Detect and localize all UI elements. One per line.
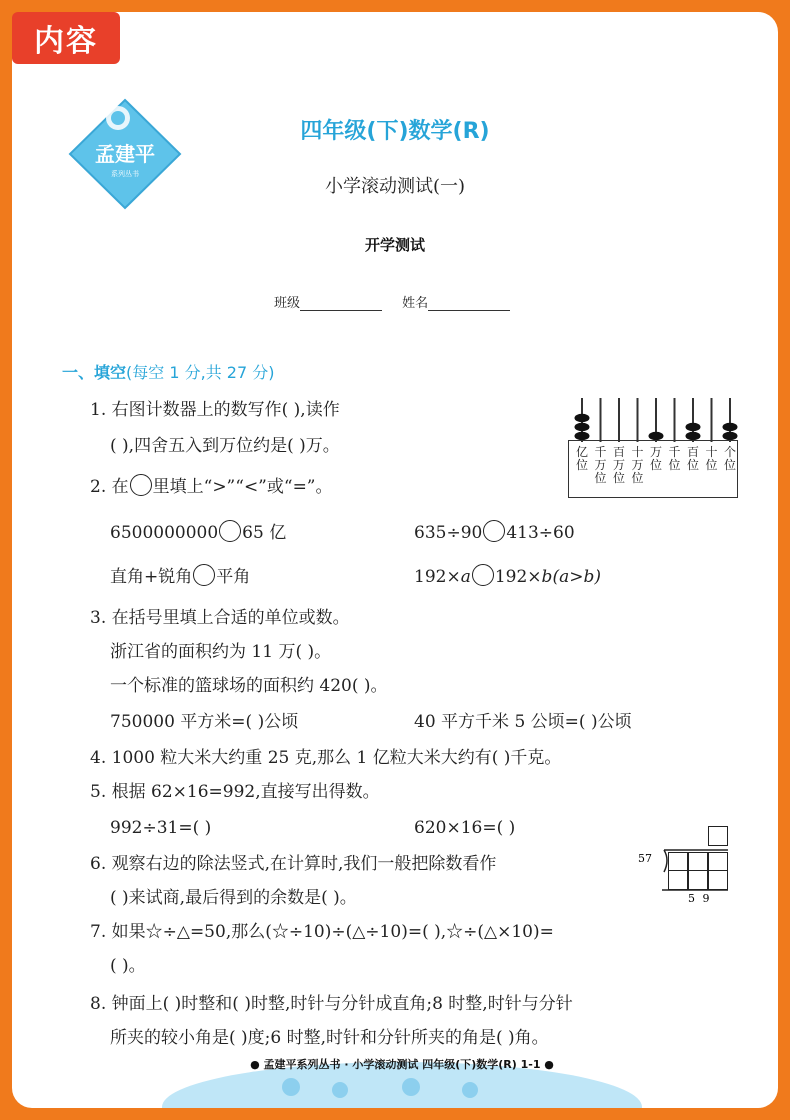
compare-circle[interactable] xyxy=(483,520,505,542)
remainder-digits: 5 9 xyxy=(688,892,712,905)
abacus-bead xyxy=(723,432,738,440)
content-tag: 内容 xyxy=(12,12,120,64)
page xyxy=(12,12,778,1108)
q3-item-b: 一个标准的篮球场的面积约 420( )。 xyxy=(110,676,388,696)
q3-item-d: 40 平方千米 5 公顷=( )公顷 xyxy=(414,712,632,732)
q8-line-2: 所夹的较小角是( )度;6 时整,时针和分针所夹的角是( )角。 xyxy=(110,1028,549,1048)
q2-suffix: 里填上“>”“<”或“=”。 xyxy=(152,477,333,497)
q2-prefix: 2. 在 xyxy=(90,477,129,497)
q5-item-b: 620×16=( ) xyxy=(414,818,516,838)
compare-circle[interactable] xyxy=(219,520,241,542)
footer-text: ● 孟建平系列丛书 · 小学滚动测试 四年级(下)数学(R) 1-1 ● xyxy=(250,1058,554,1071)
abacus-label: 十位 xyxy=(705,445,718,472)
abacus-bead xyxy=(575,432,590,440)
footer xyxy=(162,1042,642,1108)
digit-box[interactable] xyxy=(668,870,688,890)
q2-item-c: 直角+锐角 平角 xyxy=(110,564,250,589)
section-heading xyxy=(62,360,274,383)
abacus-label: 亿位 xyxy=(575,445,588,472)
compare-circle[interactable] xyxy=(130,474,152,496)
abacus-bead xyxy=(575,414,590,422)
q6-line-1: 6. 观察右边的除法竖式,在计算时,我们一般把除数看作 xyxy=(90,854,497,874)
abacus-rods xyxy=(568,394,744,444)
long-division-figure xyxy=(636,826,736,906)
q2-item-d: 192×a 192×b(a>b) xyxy=(414,564,601,589)
abacus-label: 百万位 xyxy=(612,445,625,485)
q5-item-a: 992÷31=( ) xyxy=(110,818,212,838)
abacus-bead xyxy=(575,423,590,431)
digit-box[interactable] xyxy=(708,870,728,890)
abacus-bead xyxy=(723,423,738,431)
divisor: 57 xyxy=(638,852,652,865)
cartoon-kid-icon xyxy=(402,1078,420,1096)
q5-line: 5. 根据 62×16=992,直接写出得数。 xyxy=(90,782,380,802)
compare-circle[interactable] xyxy=(193,564,215,586)
page-title: 四年级(下)数学(R) xyxy=(300,119,490,144)
q6-line-2: ( )来试商,最后得到的余数是( )。 xyxy=(110,888,357,908)
section-heading-label: 一、填空 xyxy=(62,363,127,382)
q2-line xyxy=(90,474,333,499)
section-heading-note: (每空 1 分,共 27 分) xyxy=(126,363,275,382)
digit-box[interactable] xyxy=(668,852,688,872)
abacus-label: 千位 xyxy=(668,445,681,472)
abacus-bead xyxy=(649,432,664,440)
q2-item-a: 6500000000 65 亿 xyxy=(110,520,286,545)
abacus-bead xyxy=(686,432,701,440)
class-field[interactable] xyxy=(300,296,382,311)
quotient-box[interactable] xyxy=(708,826,728,846)
abacus-label: 十万位 xyxy=(631,445,644,485)
abacus-label: 万位 xyxy=(649,445,662,472)
q7-line-1: 7. 如果☆÷△=50,那么(☆÷10)÷(△÷10)=( ),☆÷(△×10)= xyxy=(90,922,554,942)
cartoon-kid-icon xyxy=(332,1082,348,1098)
q7-line-2: ( )。 xyxy=(110,956,146,976)
class-label: 班级 xyxy=(274,296,301,311)
compare-circle[interactable] xyxy=(472,564,494,586)
q1-line-1: 1. 右图计数器上的数写作( ),读作 xyxy=(90,400,340,420)
page-subtitle: 小学滚动测试(一) xyxy=(324,176,466,197)
abacus-label: 个位 xyxy=(723,445,736,472)
q4-line: 4. 1000 粒大米大约重 25 克,那么 1 亿粒大米大约有( )千克。 xyxy=(90,748,562,768)
digit-box[interactable] xyxy=(688,852,708,872)
logo-subtitle: 系列丛书 xyxy=(111,170,139,178)
logo-name: 孟建平 xyxy=(95,142,155,166)
abacus-label: 百位 xyxy=(686,445,699,472)
q1-line-2: ( ),四舍五入到万位约是( )万。 xyxy=(110,436,340,456)
test-name: 开学测试 xyxy=(364,236,425,254)
abacus-figure xyxy=(568,394,744,500)
q3-item-a: 浙江省的面积约为 11 万( )。 xyxy=(110,642,332,662)
digit-box[interactable] xyxy=(708,852,728,872)
abacus-label: 千万位 xyxy=(594,445,607,485)
name-label: 姓名 xyxy=(402,296,429,311)
q3-line: 3. 在括号里填上合适的单位或数。 xyxy=(90,608,350,628)
q2-item-b: 635÷90 413÷60 xyxy=(414,520,575,545)
abacus-bead xyxy=(686,423,701,431)
q3-item-c: 750000 平方米=( )公顷 xyxy=(110,712,299,732)
q8-line-1: 8. 钟面上( )时整和( )时整,时针与分针成直角;8 时整,时针与分针 xyxy=(90,994,573,1014)
cartoon-kid-icon xyxy=(282,1078,300,1096)
cartoon-kid-icon xyxy=(462,1082,478,1098)
name-fields xyxy=(274,292,526,311)
digit-box[interactable] xyxy=(688,870,708,890)
name-field[interactable] xyxy=(428,296,510,311)
